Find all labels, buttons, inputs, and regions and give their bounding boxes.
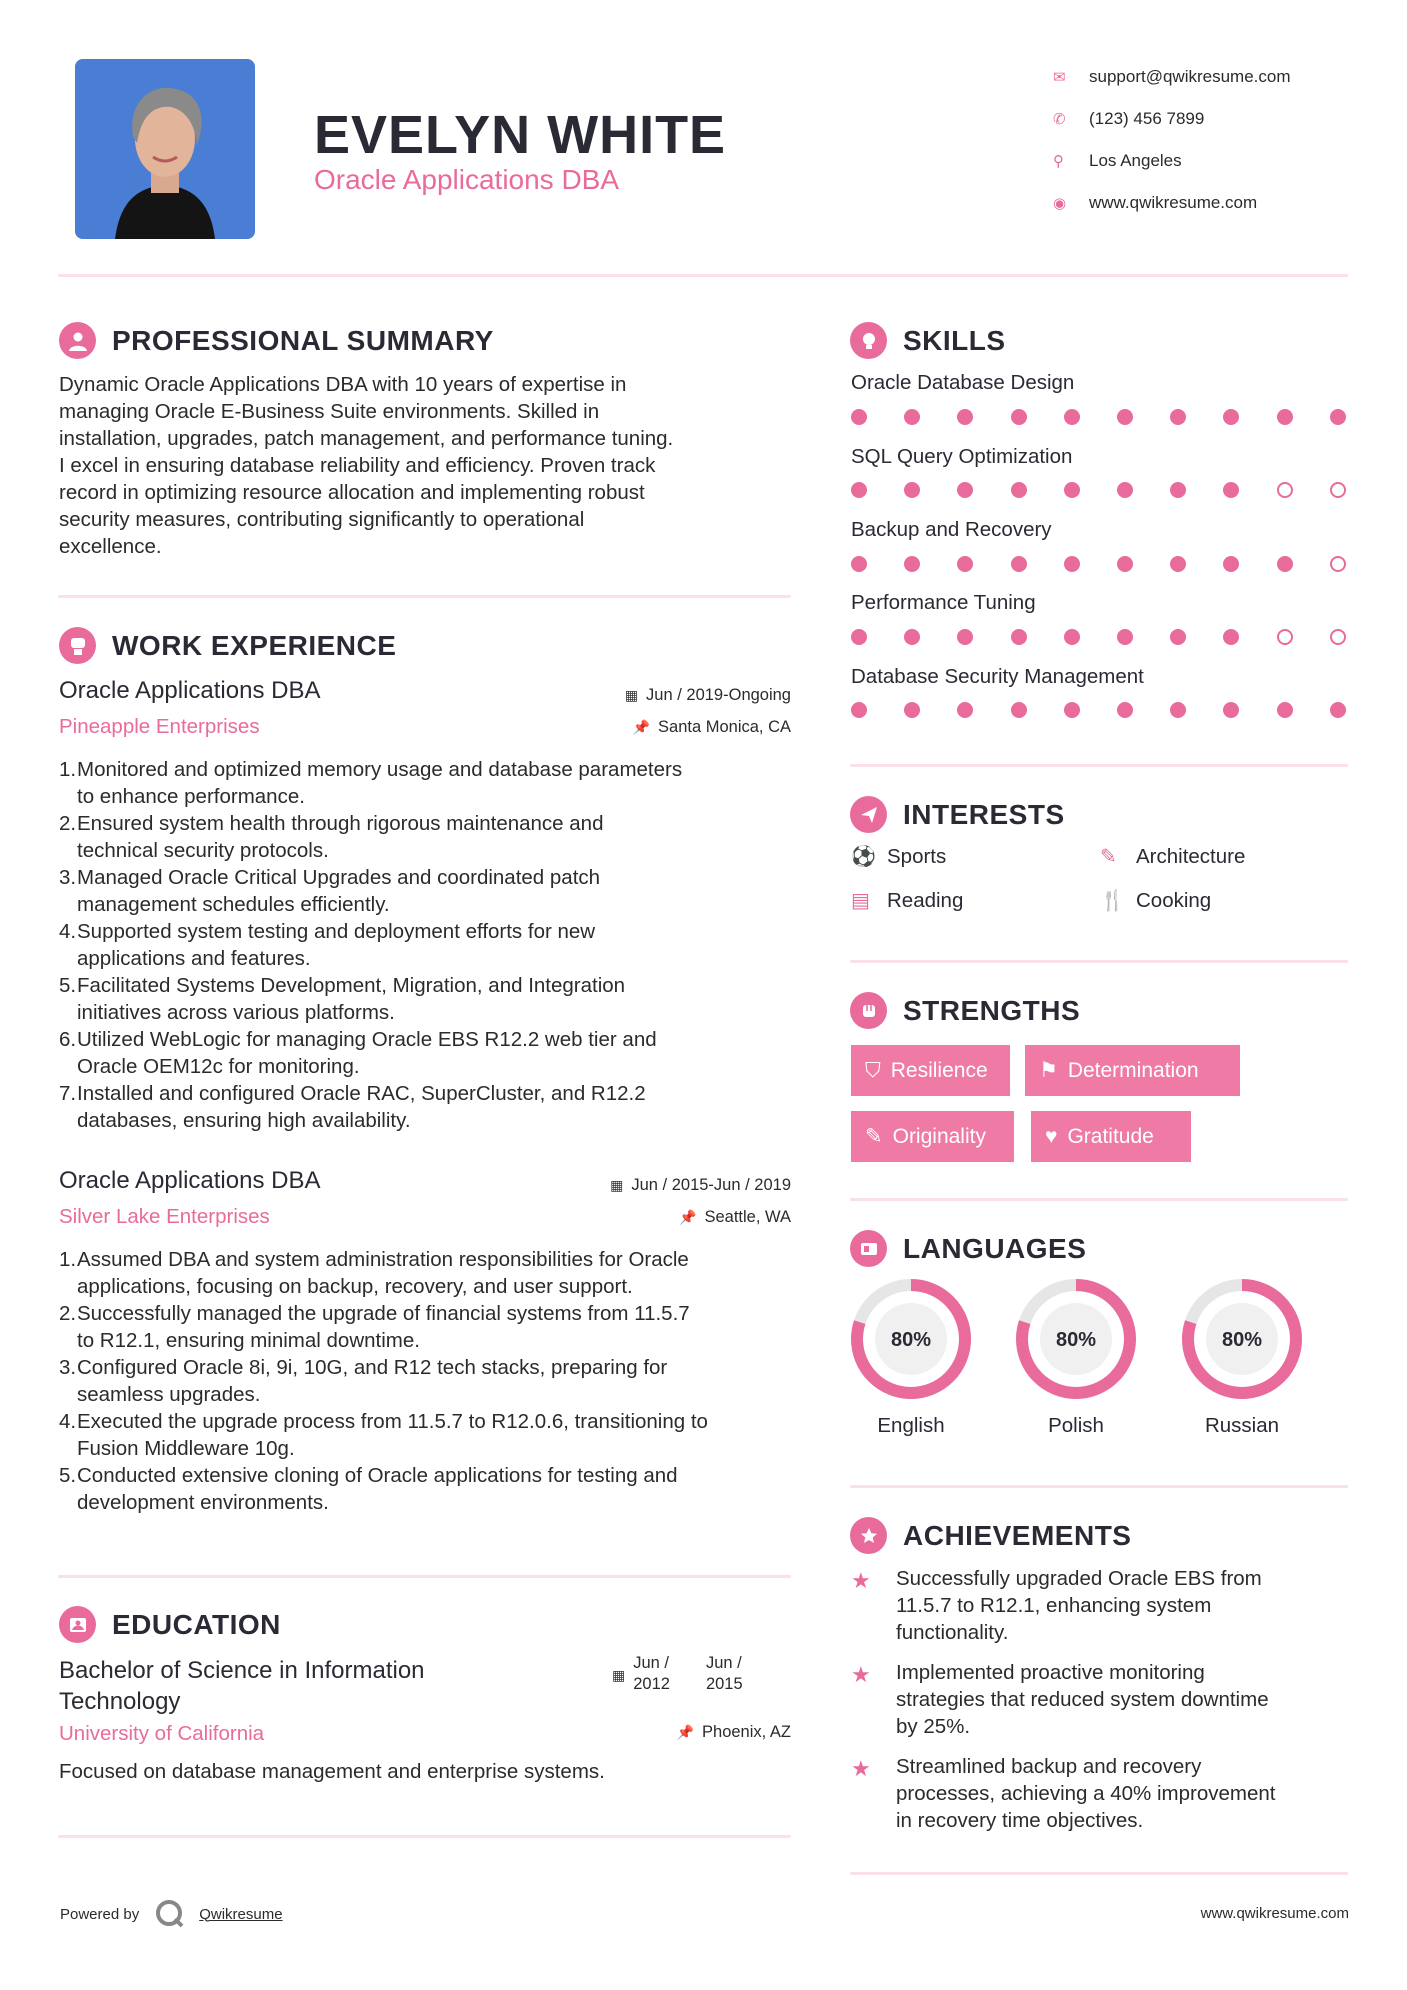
skill-rating bbox=[851, 556, 1346, 572]
calendar-icon: ▦ bbox=[612, 1667, 626, 1683]
job-duties-list bbox=[59, 756, 799, 1134]
rating-dot-filled bbox=[1277, 556, 1293, 572]
list-item: 2. Successfully managed the upgrade of financial systems from 11.5.7 to R12.1, ensuring minimal downtime. bbox=[59, 1302, 690, 1352]
powered-by-text: Powered by bbox=[60, 1905, 140, 1923]
contact-block bbox=[1053, 56, 1383, 224]
avatar-portrait bbox=[75, 59, 255, 239]
rating-dot-filled bbox=[1011, 409, 1027, 425]
lightbulb-icon bbox=[850, 322, 887, 359]
job-title: Oracle Applications DBA bbox=[59, 1167, 321, 1194]
heart-icon: ♥ bbox=[1045, 1124, 1058, 1148]
rating-dot-filled bbox=[1064, 702, 1080, 718]
phone-icon: ✆ bbox=[1053, 111, 1066, 128]
contact-email[interactable] bbox=[1053, 56, 1383, 98]
rating-dot-filled bbox=[1170, 482, 1186, 498]
skills-heading bbox=[850, 322, 1006, 359]
achievement-item: ★ Implemented proactive monitoring strategies that reduced system downtime by 25%. bbox=[851, 1661, 1269, 1738]
language-card-icon bbox=[850, 1230, 887, 1267]
interest-item bbox=[851, 888, 963, 913]
calendar-icon: ▦ bbox=[624, 687, 639, 703]
job-date-text: Jun / 2019-Ongoing bbox=[646, 686, 791, 704]
rating-dot-empty bbox=[1330, 556, 1346, 572]
list-item: 5. Facilitated Systems Development, Migration, and Integration initiatives across various platforms. bbox=[59, 974, 626, 1024]
shield-icon: ⛉ bbox=[865, 1058, 881, 1082]
rating-dot-filled bbox=[1170, 629, 1186, 645]
rating-dot-filled bbox=[851, 556, 867, 572]
degree-line: Bachelor of Science in Information bbox=[59, 1657, 425, 1684]
rating-dot-filled bbox=[957, 702, 973, 718]
website-text: www.qwikresume.com bbox=[1089, 193, 1258, 212]
education-heading bbox=[59, 1606, 281, 1643]
work-divider bbox=[58, 1575, 791, 1578]
list-item: 1. Assumed DBA and system administration responsibilities for Oracle applications, focusing on backup, recovery, and user support. bbox=[59, 1248, 689, 1298]
interest-label: Architecture bbox=[1136, 844, 1246, 868]
summary-line: I excel in ensuring database reliability and efficiency. Proven track bbox=[59, 454, 656, 477]
summary-line: Dynamic Oracle Applications DBA with 10 years of expertise in bbox=[59, 373, 627, 396]
rating-dot-filled bbox=[1011, 629, 1027, 645]
strengths-title: STRENGTHS bbox=[903, 994, 1081, 1026]
summary-line: excellence. bbox=[59, 535, 162, 558]
interest-label: Reading bbox=[887, 888, 964, 912]
rating-dot-filled bbox=[1223, 409, 1239, 425]
rating-dot-filled bbox=[851, 409, 867, 425]
rating-dot-filled bbox=[904, 409, 920, 425]
strength-badge bbox=[1031, 1111, 1191, 1162]
job-location-text: Seattle, WA bbox=[704, 1208, 791, 1226]
skill-name: SQL Query Optimization bbox=[851, 445, 1073, 468]
language-item bbox=[850, 1278, 972, 1438]
language-ring bbox=[1015, 1278, 1137, 1400]
rating-dot-filled bbox=[1223, 556, 1239, 572]
list-item: 6. Utilized WebLogic for managing Oracle EBS R12.2 web tier and Oracle OEM12c for monitoring. bbox=[59, 1028, 657, 1078]
summary-title: PROFESSIONAL SUMMARY bbox=[112, 324, 494, 356]
achievements-heading bbox=[850, 1517, 1131, 1554]
strengths-divider bbox=[850, 1198, 1348, 1201]
candidate-title: Oracle Applications DBA bbox=[314, 164, 620, 195]
achievement-item: ★ Streamlined backup and recovery processes, achieving a 40% improvement in recovery time objectives. bbox=[851, 1755, 1276, 1832]
achievement-item: ★ Successfully upgraded Oracle EBS from 11.5.7 to R12.1, enhancing system functionality. bbox=[851, 1567, 1262, 1644]
rating-dot-filled bbox=[1064, 556, 1080, 572]
summary-line: security measures, contributing significantly to operational bbox=[59, 508, 585, 531]
language-percent: 80% bbox=[890, 1329, 932, 1351]
fist-icon bbox=[850, 992, 887, 1029]
qwikresume-link[interactable]: Qwikresume bbox=[199, 1905, 283, 1923]
rating-dot-filled bbox=[1117, 556, 1133, 572]
star-icon: ★ bbox=[851, 1568, 871, 1593]
strength-label: Originality bbox=[892, 1124, 986, 1148]
rating-dot-filled bbox=[904, 629, 920, 645]
job-date bbox=[500, 1176, 791, 1195]
skill-name: Database Security Management bbox=[851, 665, 1144, 688]
graduation-icon bbox=[59, 1606, 96, 1643]
strength-badge bbox=[851, 1111, 1014, 1162]
utensils-icon: 🍴 bbox=[1100, 890, 1125, 912]
job-date bbox=[500, 686, 791, 705]
list-item: 4. Executed the upgrade process from 11.5.7 to R12.0.6, transitioning to Fusion Middleware 10g. bbox=[59, 1410, 708, 1460]
language-name: English bbox=[877, 1414, 945, 1437]
skill-name: Oracle Database Design bbox=[851, 371, 1075, 394]
rating-dot-filled bbox=[904, 482, 920, 498]
rating-dot-filled bbox=[957, 556, 973, 572]
language-name: Polish bbox=[1048, 1414, 1104, 1437]
school-location-text: Phoenix, AZ bbox=[702, 1723, 791, 1741]
pin-icon: 📌 bbox=[632, 719, 651, 735]
rating-dot-empty bbox=[1330, 629, 1346, 645]
interest-item bbox=[1100, 888, 1211, 913]
rating-dot-filled bbox=[1064, 629, 1080, 645]
star-icon: ★ bbox=[851, 1756, 871, 1781]
language-percent: 80% bbox=[1221, 1329, 1263, 1351]
job-location bbox=[500, 718, 791, 737]
rating-dot-empty bbox=[1330, 482, 1346, 498]
skill-name: Performance Tuning bbox=[851, 591, 1036, 614]
skill-name: Backup and Recovery bbox=[851, 518, 1052, 541]
rating-dot-empty bbox=[1277, 629, 1293, 645]
rating-dot-filled bbox=[1011, 556, 1027, 572]
summary-line: installation, upgrades, patch management, and performance tuning. bbox=[59, 427, 674, 450]
interests-title: INTERESTS bbox=[903, 798, 1065, 830]
rating-dot-filled bbox=[1223, 702, 1239, 718]
rating-dot-filled bbox=[1117, 629, 1133, 645]
footer-powered-by bbox=[60, 1897, 283, 1931]
job-location bbox=[500, 1208, 791, 1227]
rating-dot-filled bbox=[1011, 482, 1027, 498]
rating-dot-filled bbox=[1277, 409, 1293, 425]
briefcase-icon bbox=[59, 627, 96, 664]
list-item: 2. Ensured system health through rigorous maintenance and technical security protocols. bbox=[59, 812, 604, 862]
location-text: Los Angeles bbox=[1089, 151, 1182, 170]
list-item: 3. Managed Oracle Critical Upgrades and coordinated patch management schedules efficiently. bbox=[59, 866, 601, 916]
rating-dot-filled bbox=[1064, 482, 1080, 498]
education-divider bbox=[58, 1835, 791, 1838]
education-dates: ▦ Jun / 2012 Jun / 2015 bbox=[612, 1654, 743, 1693]
strength-badge bbox=[851, 1045, 1010, 1096]
phone-text: (123) 456 7899 bbox=[1089, 109, 1205, 128]
job-duties-list bbox=[59, 1246, 799, 1516]
rating-dot-filled bbox=[957, 409, 973, 425]
skill-rating bbox=[851, 702, 1346, 718]
rating-dot-filled bbox=[851, 629, 867, 645]
work-title: WORK EXPERIENCE bbox=[112, 629, 397, 661]
soccer-ball-icon: ⚽ bbox=[851, 846, 876, 868]
star-icon: ★ bbox=[851, 1662, 871, 1687]
job-title: Oracle Applications DBA bbox=[59, 677, 321, 704]
summary-line: record in optimizing resource allocation and implementing robust bbox=[59, 481, 645, 504]
job-date-text: Jun / 2015-Jun / 2019 bbox=[631, 1176, 791, 1194]
interest-item bbox=[851, 844, 946, 869]
interests-heading bbox=[850, 796, 1065, 833]
paper-plane-icon bbox=[850, 796, 887, 833]
achievements-divider bbox=[850, 1872, 1348, 1875]
rating-dot-filled bbox=[1170, 409, 1186, 425]
rating-dot-filled bbox=[957, 482, 973, 498]
languages-heading bbox=[850, 1230, 1086, 1267]
skill-rating bbox=[851, 409, 1346, 425]
calendar-icon: ▦ bbox=[610, 1177, 624, 1193]
footer-website[interactable]: www.qwikresume.com bbox=[1200, 1905, 1349, 1922]
languages-divider bbox=[850, 1485, 1348, 1488]
summary-heading bbox=[59, 322, 494, 359]
rating-dot-filled bbox=[1011, 702, 1027, 718]
rating-dot-filled bbox=[957, 629, 973, 645]
interests-divider bbox=[850, 960, 1348, 963]
language-item bbox=[1015, 1278, 1137, 1438]
list-item: 1. Monitored and optimized memory usage and database parameters to enhance performance. bbox=[59, 758, 683, 808]
candidate-name: EVELYN WHITE bbox=[314, 105, 727, 165]
job-company: Silver Lake Enterprises bbox=[59, 1205, 270, 1228]
list-item: 3. Configured Oracle 8i, 9i, 10G, and R12 tech stacks, preparing for seamless upgrades. bbox=[59, 1356, 668, 1406]
interest-label: Cooking bbox=[1136, 888, 1212, 912]
rating-dot-empty bbox=[1277, 482, 1293, 498]
degree-title bbox=[59, 1655, 425, 1717]
rating-dot-filled bbox=[1223, 629, 1239, 645]
email-text: support@qwikresume.com bbox=[1089, 67, 1291, 86]
school-name: University of California bbox=[59, 1722, 265, 1745]
interest-item bbox=[1100, 844, 1245, 869]
summary-text bbox=[59, 371, 799, 560]
language-item bbox=[1181, 1278, 1303, 1438]
education-description: Focused on database management and enterprise systems. bbox=[59, 1760, 605, 1783]
achievements-title: ACHIEVEMENTS bbox=[903, 1519, 1132, 1551]
rating-dot-filled bbox=[904, 556, 920, 572]
job-company: Pineapple Enterprises bbox=[59, 715, 260, 738]
strength-label: Resilience bbox=[890, 1058, 988, 1082]
star-badge-icon bbox=[850, 1517, 887, 1554]
skills-title: SKILLS bbox=[903, 324, 1006, 356]
list-item: 5. Conducted extensive cloning of Oracle applications for testing and development environments. bbox=[59, 1464, 678, 1514]
language-ring bbox=[1181, 1278, 1303, 1400]
strength-label: Gratitude bbox=[1067, 1124, 1154, 1148]
contact-location bbox=[1053, 140, 1383, 182]
mail-icon: ✉ bbox=[1053, 69, 1066, 86]
ruler-pencil-icon: ✎ bbox=[1100, 846, 1117, 868]
contact-phone[interactable] bbox=[1053, 98, 1383, 140]
globe-icon: ◉ bbox=[1053, 195, 1067, 212]
list-item: 7. Installed and configured Oracle RAC, SuperCluster, and R12.2 databases, ensuring high availability. bbox=[59, 1082, 646, 1132]
education-title: EDUCATION bbox=[112, 1608, 281, 1640]
rating-dot-filled bbox=[1117, 482, 1133, 498]
rating-dot-filled bbox=[851, 702, 867, 718]
strength-badge bbox=[1025, 1045, 1240, 1096]
language-ring bbox=[850, 1278, 972, 1400]
strengths-heading bbox=[850, 992, 1080, 1029]
rating-dot-filled bbox=[1330, 702, 1346, 718]
pin-icon: 📌 bbox=[676, 1724, 695, 1740]
list-item: 4. Supported system testing and deployment efforts for new applications and features. bbox=[59, 920, 596, 970]
flag-icon: ⚑ bbox=[1039, 1059, 1058, 1082]
pencil-icon: ✎ bbox=[865, 1125, 883, 1148]
summary-line: managing Oracle E-Business Suite environments. Skilled in bbox=[59, 400, 600, 423]
school-location bbox=[500, 1723, 791, 1742]
language-name: Russian bbox=[1204, 1414, 1280, 1437]
header-divider bbox=[58, 274, 1348, 277]
map-pin-icon: ⚲ bbox=[1053, 153, 1064, 170]
pin-icon: 📌 bbox=[679, 1209, 697, 1225]
rating-dot-filled bbox=[1064, 409, 1080, 425]
language-percent: 80% bbox=[1055, 1329, 1097, 1351]
rating-dot-filled bbox=[1330, 409, 1346, 425]
rating-dot-filled bbox=[1117, 409, 1133, 425]
languages-title: LANGUAGES bbox=[903, 1232, 1087, 1264]
rating-dot-filled bbox=[1117, 702, 1133, 718]
summary-divider bbox=[58, 595, 791, 598]
degree-line: Technology bbox=[59, 1688, 181, 1715]
book-icon: ▤ bbox=[851, 890, 870, 912]
rating-dot-filled bbox=[1170, 556, 1186, 572]
person-icon bbox=[59, 322, 96, 359]
rating-dot-filled bbox=[851, 482, 867, 498]
rating-dot-filled bbox=[1170, 702, 1186, 718]
work-heading bbox=[59, 627, 396, 664]
skills-divider bbox=[850, 764, 1348, 767]
rating-dot-filled bbox=[1277, 702, 1293, 718]
skill-rating bbox=[851, 482, 1346, 498]
skill-rating bbox=[851, 629, 1346, 645]
strength-label: Determination bbox=[1067, 1058, 1199, 1082]
interest-label: Sports bbox=[887, 844, 947, 868]
job-location-text: Santa Monica, CA bbox=[658, 718, 791, 736]
qwikresume-logo-icon bbox=[153, 1897, 187, 1931]
contact-website[interactable] bbox=[1053, 182, 1383, 224]
rating-dot-filled bbox=[904, 702, 920, 718]
rating-dot-filled bbox=[1223, 482, 1239, 498]
profile-photo bbox=[75, 59, 255, 239]
